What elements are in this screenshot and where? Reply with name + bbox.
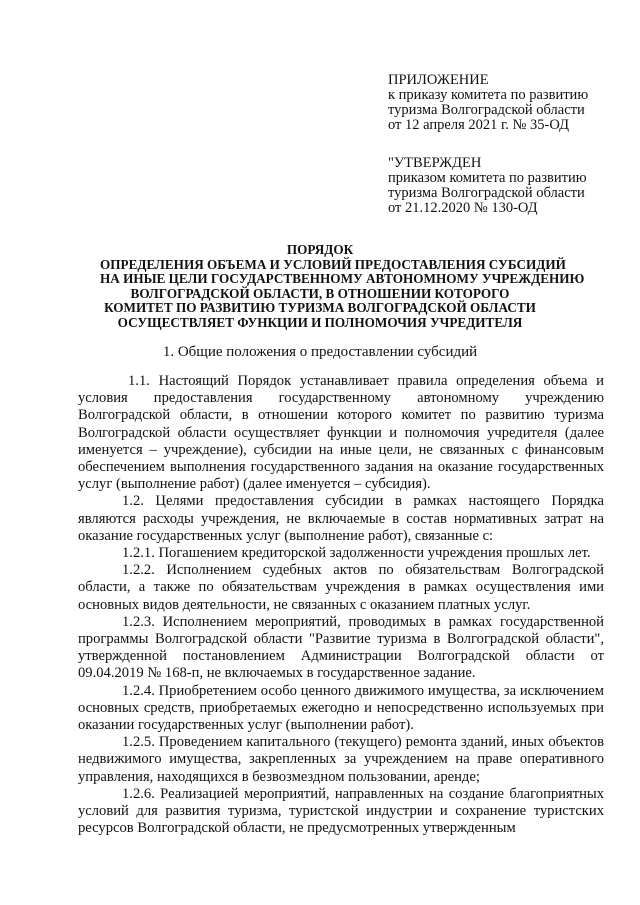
paragraph-1-1: 1.1. Настоящий Порядок устанавливает правила определения объема и условия предоставления государственному автономному учреждению Волгоградской области, в отношении которого комитет по развитию туризма Волгоградской области осуществляет функции и полномочия учредителя (далее именуется – учреждение), субсидии на иные цели, не связанных с финансовым обеспечением выполнения государственного задания на оказание государственных услуг (выполнение работ) (далее именуется – субсидия). bbox=[78, 373, 604, 493]
title-line: НА ИНЫЕ ЦЕЛИ ГОСУДАРСТВЕННОМУ АВТОНОМНОМУ УЧРЕЖДЕНИЮ bbox=[100, 271, 585, 287]
approved-title: "УТВЕРЖДЕН bbox=[388, 155, 482, 171]
approved-line: приказом комитета по развитию bbox=[388, 170, 587, 186]
paragraph-1-2-3: 1.2.3. Исполнением мероприятий, проводимых в рамках государственной программы Волгоградской области "Развитие туризма в Волгоградской области", утвержденной постановлением Администрации Волгоградской области от 09.04.2019 № 168-п, не включаемых в государственное задание. bbox=[78, 613, 604, 682]
paragraph-1-2-2: 1.2.2. Исполнением судебных актов по обязательствам Волгоградской области, а также по обязательствам учреждения в рамках осуществления ими основных видов деятельности, не связанных с оказанием платных услуг. bbox=[78, 562, 604, 613]
section-heading: 1. Общие положения о предоставлении субсидий bbox=[162, 344, 478, 360]
approved-line: от 21.12.2020 № 130-ОД bbox=[388, 200, 538, 216]
paragraph-1-2-5: 1.2.5. Проведением капитального (текущего) ремонта зданий, иных объектов недвижимого имущества, закрепленных за учреждением на праве оперативного управления, находящихся в безвозмездном пользовании, аренде; bbox=[78, 734, 604, 785]
appendix-title: ПРИЛОЖЕНИЕ bbox=[388, 72, 489, 88]
title-line: ОПРЕДЕЛЕНИЯ ОБЪЕМА И УСЛОВИЙ ПРЕДОСТАВЛЕНИЯ СУБСИДИЙ bbox=[100, 256, 566, 272]
appendix-stamp bbox=[388, 73, 628, 133]
title-line: ВОЛГОГРАДСКОЙ ОБЛАСТИ, В ОТНОШЕНИИ КОТОРОГО bbox=[130, 285, 510, 301]
title-line: ПОРЯДОК bbox=[286, 242, 354, 257]
title-line: ОСУЩЕСТВЛЯЕТ ФУНКЦИИ И ПОЛНОМОЧИЯ УЧРЕДИТЕЛЯ bbox=[117, 314, 523, 330]
appendix-line: от 12 апреля 2021 г. № 35-ОД bbox=[388, 117, 569, 133]
approved-stamp bbox=[388, 156, 628, 216]
appendix-line: туризма Волгоградской области bbox=[388, 102, 585, 118]
approved-line: туризма Волгоградской области bbox=[388, 185, 585, 201]
paragraph-1-2-1: 1.2.1. Погашением кредиторской задолженности учреждения прошлых лет. bbox=[122, 545, 591, 562]
paragraph-1-2-6: 1.2.6. Реализацией мероприятий, направленных на создание благоприятных условий для развития туризма, туристской индустрии и сохранение туристских ресурсов Волгоградской области, не предусмотренных утвержденным bbox=[78, 785, 604, 837]
document-title bbox=[100, 242, 585, 331]
appendix-line: к приказу комитета по развитию bbox=[388, 87, 589, 103]
document-body bbox=[78, 373, 604, 837]
paragraph-1-2-4: 1.2.4. Приобретением особо ценного движимого имущества, за исключением основных средств, приобретаемых ежегодно и непосредственно используемых при оказании государственных услуг (выполнении работ). bbox=[78, 682, 604, 734]
title-line: КОМИТЕТ ПО РАЗВИТИЮ ТУРИЗМА ВОЛГОГРАДСКОЙ ОБЛАСТИ bbox=[104, 300, 536, 316]
paragraph-1-2: 1.2. Целями предоставления субсидии в рамках настоящего Порядка являются расходы учреждения, не включаемые в состав нормативных затрат на оказание государственных услуг (выполнение работ), связанные с: bbox=[78, 493, 604, 544]
